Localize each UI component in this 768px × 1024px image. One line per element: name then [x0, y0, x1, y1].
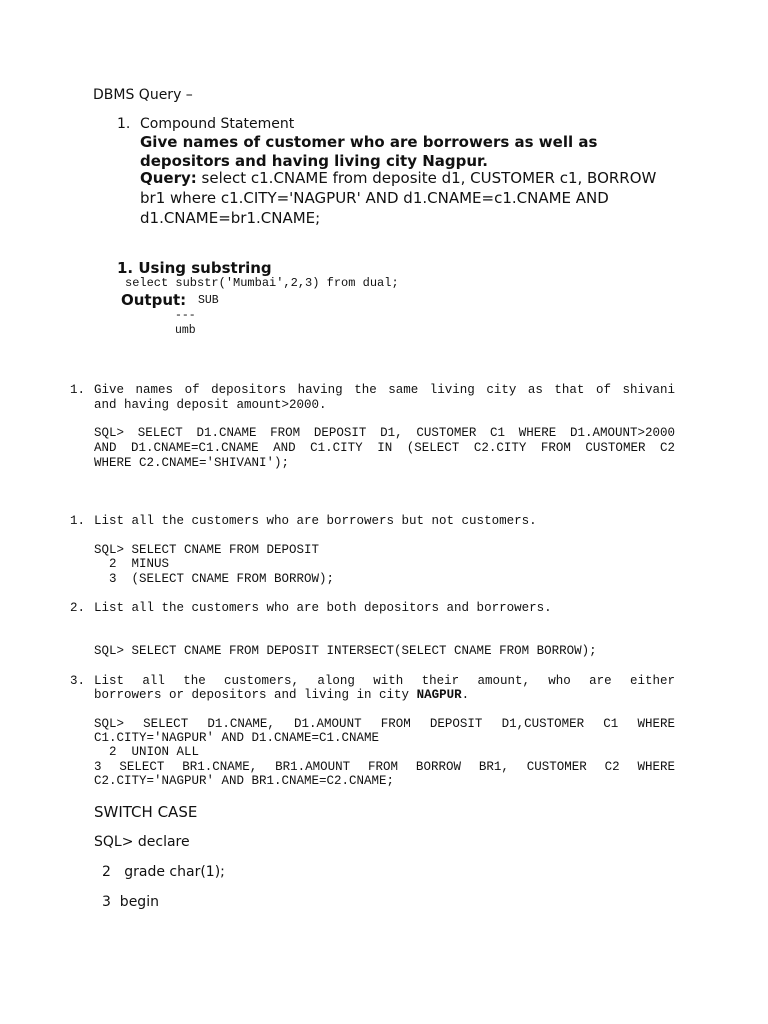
item3-number: 3. — [70, 674, 86, 688]
sec5-line1: SQL> declare — [94, 834, 190, 850]
item1-text: List all the customers who are borrowers but not customers. — [94, 514, 537, 528]
item1-sql-line2: 2 MINUS — [94, 557, 170, 571]
sec2-output-separator: --- — [175, 309, 196, 322]
sec3-sql-line2: AND D1.CNAME=C1.CNAME AND C1.CITY IN (SELECT C2.CITY FROM CUSTOMER C2 — [94, 441, 675, 455]
sec1-question-line1: Give names of customer who are borrowers as well as — [140, 133, 598, 151]
sec1-heading: Compound Statement — [140, 116, 295, 132]
item2-number: 2. — [70, 601, 86, 615]
sec5-heading: SWITCH CASE — [94, 803, 198, 821]
doc-title: DBMS Query – — [93, 87, 193, 103]
sec1-number: 1. — [117, 116, 131, 132]
sec3-question-line2: and having deposit amount>2000. — [94, 398, 327, 412]
item3-text-line1: List all the customers, along with their amount, who are either — [94, 674, 675, 688]
query-label: Query: — [140, 169, 197, 187]
sec2-output-label: Output: — [121, 291, 187, 309]
sec3-number: 1. — [70, 383, 86, 397]
item3-sql-line2: C1.CITY='NAGPUR' AND D1.CNAME=C1.CNAME — [94, 731, 380, 745]
item2-text: List all the customers who are both depositors and borrowers. — [94, 601, 552, 615]
query-text: select c1.CNAME from deposite d1, CUSTOMER c1, BORROW — [196, 169, 657, 187]
item3-text-post: . — [461, 688, 470, 702]
item3-sql-line3: 2 UNION ALL — [94, 745, 200, 759]
sec3-sql-line1: SQL> SELECT D1.CNAME FROM DEPOSIT D1, CUSTOMER C1 WHERE D1.AMOUNT>2000 — [94, 426, 675, 440]
item1-sql-line1: SQL> SELECT CNAME FROM DEPOSIT — [94, 543, 320, 557]
item3-city-bold: NAGPUR — [416, 688, 462, 702]
sec5-line2: 2 grade char(1); — [102, 864, 225, 880]
item1-sql-line3: 3 (SELECT CNAME FROM BORROW); — [94, 572, 335, 586]
sec2-output-value: umb — [175, 324, 196, 337]
item3-text-line2 — [94, 688, 469, 702]
item3-sql-line4: 3 SELECT BR1.CNAME, BR1.AMOUNT FROM BORROW BR1, CUSTOMER C2 WHERE — [94, 760, 675, 774]
item3-sql-line1: SQL> SELECT D1.CNAME, D1.AMOUNT FROM DEPOSIT D1,CUSTOMER C1 WHERE — [94, 717, 675, 731]
sec2-code: select substr('Mumbai',2,3) from dual; — [125, 276, 399, 290]
sec3-question-line1: Give names of depositors having the same living city as that of shivani — [94, 383, 675, 397]
item3-sql-line5: C2.CITY='NAGPUR' AND BR1.CNAME=C2.CNAME; — [94, 774, 395, 788]
sec1-question-line2: depositors and having living city Nagpur. — [140, 152, 488, 170]
sec2-output-column: SUB — [198, 294, 219, 307]
sec3-sql-line3: WHERE C2.CNAME='SHIVANI'); — [94, 456, 290, 470]
sec2-heading: 1. Using substring — [117, 259, 272, 277]
sec1-query-line2: br1 where c1.CITY='NAGPUR' AND d1.CNAME=c1.CNAME AND — [140, 189, 609, 207]
sec1-query-line1 — [140, 169, 656, 187]
item3-text-pre: borrowers or depositors and living in city — [94, 688, 417, 702]
sec5-line3: 3 begin — [102, 894, 159, 910]
item2-sql: SQL> SELECT CNAME FROM DEPOSIT INTERSECT(SELECT CNAME FROM BORROW); — [94, 644, 597, 658]
item1-number: 1. — [70, 514, 86, 528]
sec1-query-line3: d1.CNAME=br1.CNAME; — [140, 209, 321, 227]
